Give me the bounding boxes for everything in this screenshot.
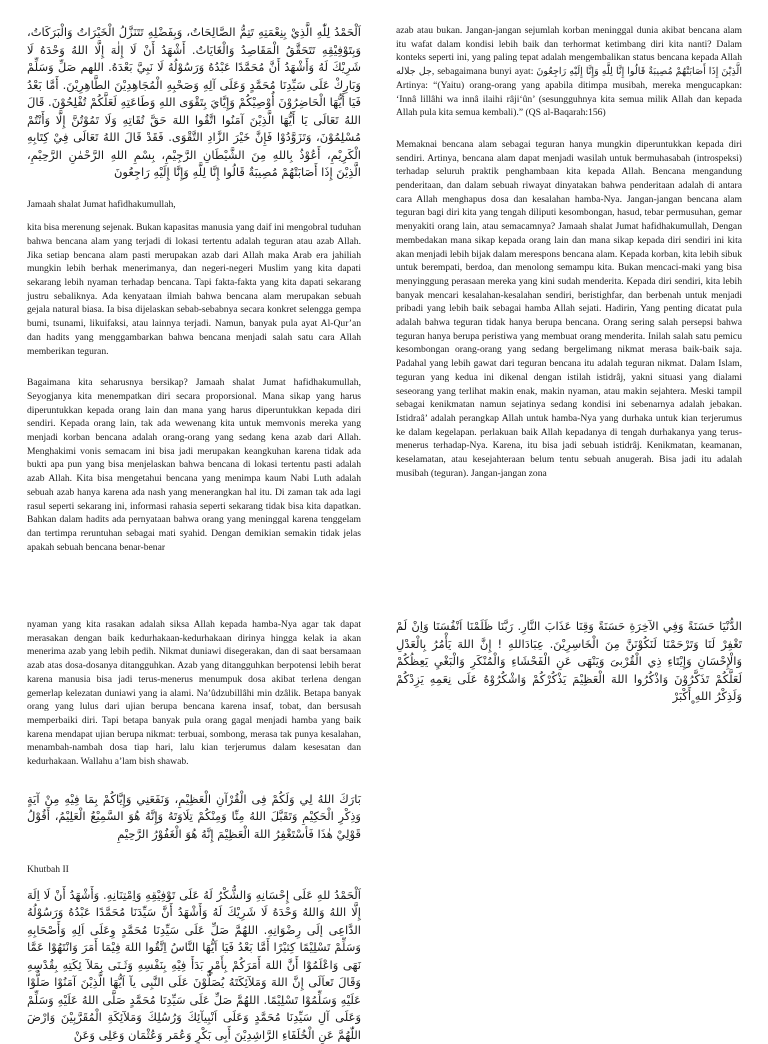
khutbah-paragraph: Bagaimana kita seharusnya bersikap? Jamaah shalat Jumat hafidhakumullah, Seyogjanya kita menempatkan diri secara proporsional. Mana sikap yang harus diperuntukkan kepada orang lain dan mana yang harus diperuntukkan kepada diri sendiri. Kepada orang lain, tak ada wewenang kita untuk memvonis mereka yang menjadi korban bencana adalah orang-orang yang sedang kena azab dari Allah. Menghakimi vonis semacam ini bisa jadi merupakan keangkuhan karena tidak ada bukti apa pun yang bisa menjelaskan bahwa bencana di lokasi tertentu pasti adalah azab Allah. Kita bisa mengetahui bencana yang menimpa kaum Nabi Luth adalah sebuah azab hanya karena ada nash yang menerangkan hal itu. Di zaman tak ada lagi rasul seperti sekarang ini, informasi rahasia seperti sekarang tidak bisa kita dapatkan. Bahkan dalam hadits ada pernyataan bahwa orang yang meninggal karena tenggelam dan tertimpa reruntuhan sebagai mati syahid. Dengan demikian semakin tidak jelas apakah sebuah bencana benar-benar — [27, 377, 361, 553]
salutation-heading: Jamaah shalat Jumat hafidhakumullah, — [27, 198, 176, 210]
right-bottom-column — [396, 618, 742, 728]
khutbah-ii-heading: Khutbah II — [27, 864, 69, 876]
khutbah-paragraph: nyaman yang kita rasakan adalah siksa Allah kepada hamba-Nya agar tak dapat merasakan dengan baik kedurhakaan-kedurhakaan dirinya hingga kelak ia akan menerima azab yang lebih pedih. Nikmat duniawi disegerakan, dan di saat bersamaan azab atas dosa-dosanya ditangguhkan. Azab yang ditangguhkan berpotensi lebih berat karena manusia bisa jadi terus-menerus menumpuk dosa akibat terlena dengan gemerlap kelezatan duniawi yang ia alami. Na’ûdzubillâhi min dzâlik. Betapa banyak orang yang lulus dari ujian berupa bencana karena insaf, tobat, dan bersusah memperbaiki diri. Tapi betapa banyak pula orang gagal menjadi hamba yang baik karena mendapat ujian berupa nikmat: terbuai, sombong, merasa tak punya kesalahan, menambah-nambah dosa tiap hari, lalu kian terjerumus dalam kesesatan dan kedurhakaan. Wallahu a’lam bish shawab. — [27, 619, 361, 768]
left-bottom-column — [27, 618, 361, 1042]
left-top-column — [27, 24, 361, 558]
right-top-column — [396, 24, 742, 569]
arabic-closing-prayer: بَارَكَ اللهُ لِي وَلَكُمْ فِى الْقُرْآنِ الْعَظِيْمِ، وَنَفَعَنِي وَإِيَّاكُمْ بِمَا فِيْهِ مِنْ آيَةٍ وَذِكْرِ الْحَكِيْمِ وَتَقَبَّلَ اللهُ مِنِّا وَمِنْكُمْ تِلَاوَتَهُ وَإِنَّهُ هُوَ السَّمِيْعُ الْعَلِيْمُ، أَقُوْلُ قَوْلِيْ هٰذَا فَأسْتَغْفِرُ اللهَ الْعَظِيْمَ إِنَّهُ هُوَ الْغَفُوْرُ الرَّحِيْمِ — [27, 791, 361, 841]
arabic-opening-khutbah: اَلْحَمْدُ لِلّٰهِ الَّذِيْ بِنِعْمَتِهِ تَتِمُّ الصَّالِحَاتُ، وَبِفَضْلِهِ تَتَنَزَّلُ الْخَيْرَاتُ وَالْبَرَكَاتُ، وَبِتَوْفِيْقِهِ تَتَحَقَّقُ الْمَقَاصِدُ وَالْغَايَاتُ. أَشْهَدُ أَنْ لَا إِلٰهَ إِلَّا اللهُ وَحْدَهُ لَا شَرِيْكَ لَهُ وَأَشْهَدُ أَنَّ مُحَمَّدًا عَبْدُهُ وَرَسُوْلُهُ لَا نَبِيَّ بَعْدَهُ. اللهم صَلِّ وَسَلِّمْ وَبَارِكْ عَلَى سَيِّدِنَا مُحَمَّدٍ وَعَلَى آلِهِ وَصَحْبِهِ الْمُجَاهِدِيْنَ الطَّاهِرِيْنَ. أَمَّا بَعْدُ فَيَا أَيُّهَا الْحَاضِرُوْنَ أُوْصِيْكُمْ وَإِيَّايَ بِتَقْوَى اللهِ وَطَاعَتِهِ لَعَلَّكُمْ تُفْلِحُوْنَ. قَالَ اللهُ تَعَالَى يَا أَيُّهَا الَّذِيْنَ آمَنُوا اتَّقُوا اللهَ حَقَّ تُقَاتِهِ وَلَا تَمُوْتُنَّ إِلَّا وَأَنْتُمْ مُسْلِمُوْنَ، وَتَزَوَّدُوْا فَإِنَّ خَيْرَ الزَّادِ التَّقْوَى. فَقَدْ قَالَ اللهُ تَعَالَى فِيْ كِتَابِهِ الْكَرِيْمِ، أَعُوْذُ بِاللهِ مِنَ الشَّيْطَانِ الرَّجِيْمِ، بِسْمِ اللهِ الرَّحْمٰنِ الرَّحِيْمِ، الَّذِيْنَ إِذَا أَصَابَتْهُمْ مُصِيبَةٌ قَالُوا إِنَّا لِلَّهِ وَإِنَّا إِلَيْهِ رَاجِعُونَ — [27, 25, 361, 179]
khutbah-paragraph: Memaknai bencana alam sebagai teguran hanya mungkin diperuntukkan kepada diri sendiri. Artinya, bencana alam dapat menjadi wasilah untuk bermuhasabah (introspeksi) terhadap seluruh praktik penghambaan kita kepada Allah. Bencana mengandung penderitaan, dan dalam sebuah riwayat dinyatakan bahwa penderitaan adalah di antara cara Allah menghapus dosa dan kesalahan hamba-Nya. Jangan-jangan bencana alam teguran bagi diri kita yang tengah diliputi kesombongan, hasud, tebar permusuhan, gemar menyakiti orang lain, atau semacamnya? Jamaah shalat Jumat hafidhakumullah, Dengan membedakan mana sikap kepada orang lain dan mana sikap kepada diri sendiri ini kita akan menjadi lebih bijak dalam merespons bencana alam. Kepada korban, kita lebih sibuk untuk berempati, berdoa, dan menolong semampu kita. Bukan mencaci-maki yang bisa menyinggung perasaan mereka yang kini sudah menderita. Kepada diri sendiri, kita lebih banyak mencari kesalahan-kesalahan sendiri, beristighfar, dan berbenah untuk menjadi pribadi yang lebih baik sebagai hamba Allah sejati. Hadirin, Yang penting dicatat pula adalah bahwa teguran tidak hanya berupa bencana. Orang sering salah persepsi bahwa teguran hanya berupa peristiwa yang membuat orang menderita. Inilah salah satu pemicu kesombongan orang-orang yang sedang bergelimang nikmat merasa baik-baik saja. Padahal yang lebih gawat dari teguran bencana itu adalah teguran nikmat. Dalam Islam, teguran yang kedua ini dikenal dengan istilah istidrâj, yakni situasi yang dialami seseorang yang terlihat makin enak, makin nyaman, atau makin sejahtera. Meski tampil sebagai kenikmatan namun sejatinya sedang kondisi ini sebenarnya adalah jebakan. Istidraâ’ adalah perangkap Allah untuk hamba-Nya yang durhaka untuk kian terjerumus ke dalam kegelapan. perlakuan baik Allah kepadanya di tengah durhakanya yang terus-menerus terhadap-Nya. Karena, itu bisa jadi sebuah istidrâj. Kenikmatan, keamanan, keselamatan, atau kesejahteraan belum tentu sebuah anugerah. Bisa jadi itu adalah musibah (teguran). Jangan-jangan zona — [396, 138, 742, 479]
arabic-khutbah-ii: اَلْحَمْدُ للهِ عَلَى إِحْسَانِهِ وَالشُّكْرُ لَهُ عَلَى تَوْفِيْقِهِ وَاِمْتِنَانِهِ. وَأَشْهَدُ أَنْ لَا اِلَهَ إِلَّا اللهُ وَاللهُ وَحْدَهُ لَا شَرِيْكَ لَهُ وَأَشْهَدُ أَنَّ سَيِّدَنَا مُحَمَّدًا عَبْدُهُ وَرَسُوْلُهُ الدَّاعِى إلَى رِضْوَانِهِ. اللهُمَّ صَلِّ عَلَى سَيِّدِنَا مُحَمَّدٍ وِعَلَى اَلِهِ وَأَصْحَابِهِ وَسَلِّمْ تَسْلِيْمًا كِثيْرًا أَمَّا بَعْدُ فَيَا اَيُّهَا النَّاسُ اِتَّقُوا اللهَ فِيْمَا أَمَرَ وَانْتَهُوْا عَمَّا نَهَى وَاعْلَمُوْا أَنَّ اللهَ أَمَرَكُمْ بِأَمْرٍ بَدَأَ فِيْهِ بِنَفْسِهِ وَثَـنَى بِمَلآ ئِكَتِهِ بِقُدْسِهِ وَقَالَ تَعاَلَى إِنَّ اللهَ وَمَلآئِكَتَهُ يُصَلُّوْنَ عَلَى النَّبِى يآ اَيُّهَا الَّذِيْنَ آمَنُوْا صَلُّوْا عَلَيْهِ وَسَلِّمُوْا تَسْلِيْمًا. اللهُمَّ صَلِّ عَلَى سَيِّدِنَا مُحَمَّدٍ صَلَّى اللهُ عَلَيْهِ وَسَلِّمْ وَعَلَى آلِ سَيِّدِنَا مُحَمَّدٍ وَعَلَى اَنْبِيآئِكَ وَرُسُلِكَ وَمَلآئِكَةِ الْمُقَرَّبِيْنَ وَارْضَ اللّٰهُمَّ عَنِ الْخُلَفَاءِ الرَّاشِدِيْنَ أَبِى بَكْرٍ وَعُمَر وَعُثْمَان وَعَلِى وَعَنْ — [27, 887, 361, 1042]
arabic-closing-doa: الدُّنْيَا حَسَنَةً وَفِي الآخِرَةِ حَسَنَةً وَقِنَا عَذَابَ النَّارِ. رَبَّنَا ظَلَمْنَا اَنْفُسَنَا وَاِنْ لَمْ تَغْفِرْ لَنَا وَتَرْحَمْنَا لَنَكُوْنَنَّ مِنَ الْخَاسِرِيْنَ. عِبَادَاللهِ ! إِنَّ اللهَ يَأْمُرُ بِالْعَدْلِ وَالْإِحْسَانِ وَإِيْتَاءِ ذِي الْقُرْبىَ وَيَنْهَى عَنِ الْفَحْشَاءِ وَالْمُنْكَرِ وَالْبَغْيِ يَعِظُكُمْ لَعَلَّكُمْ تَذَكَّرُوْنَ وَاذْكُرُوا اللهَ الْعَظِيْمَ يَذْكُرْكُمْ وَاشْكُرُوْهُ عَلَى نِعَمِهِ يَزِدْكُمْ وَلَذِكْرُ اللهِ أَكْبَرْ — [396, 619, 742, 703]
khutbah-paragraph: azab atau bukan. Jangan-jangan sejumlah korban meninggal dunia akibat bencana alam itu wafat dalam kondisi lebih baik dan terhormat ketimbang diri kita nanti? Dalam konteks seperti ini, yang paling tepat adalah mengembalikan status bencana kepada Allah جل جلاله, sebagaimana bunyi ayat: الَّذِيْنَ إِذَا أَصَابَتْهُمْ مُصِيبَةٌ قَالُوا إِنَّا لِلَّهِ وَإِنَّا إِلَيْهِ رَاجِعُونَ Artinya: “(Yaitu) orang-orang yang apabila ditimpa musibah, mereka mengucapkan: ‘Innâ lillâhi wa innâ ilaihi râji‘ûn’ (sesungguhnya kita semua milik Allah dan kepada Allah pula kita semua kembali).” (QS al-Baqarah:156) — [396, 25, 742, 119]
khutbah-paragraph: kita bisa merenung sejenak. Bukan kapasitas manusia yang daif ini mengobral tuduhan bahwa bencana alam yang terjadi di lokasi tertentu adalah teguran atau azab Allah. Jika setiap bencana alam pasti merupakan azab dari Allah maka Arab era jahiliah mungkin lebih berhak menerimanya, dan negeri-negeri Muslim yang kita dapati sekarang lebih nyaman terhadap bencana. Tapi fakta-fakta yang kita dapati sekarang justru sebaliknya. Ada kenyataan ilmiah bahwa bencana alam merupakan sebuah gejala natural biasa. Ia bisa dijelaskan sebab-sebabnya secara konkret selengga gempa bumi, tsunami, likuifaksi, atau lainnya terjadi. Namun, banyak pula ayat Al-Qur’an dan hadits yang menggambarkan bahwa bencana menjadi salah satu cara Allah memberikan teguran. — [27, 222, 361, 357]
